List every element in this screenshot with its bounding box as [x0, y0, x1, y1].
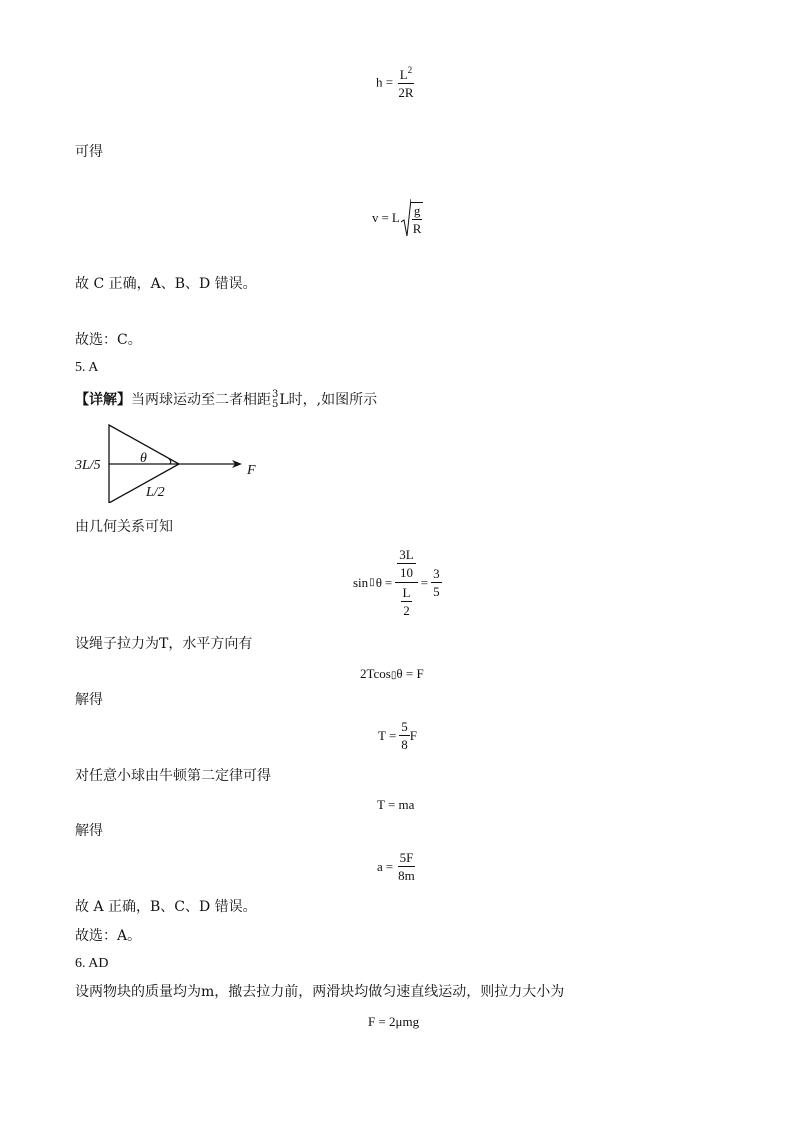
text-kede-1: 可得	[75, 144, 103, 160]
equation-a	[377, 851, 417, 882]
eq-cos-text: 2Tcos	[360, 666, 391, 681]
eq-sin-top	[395, 548, 417, 583]
text-solve-2: 解得	[75, 823, 103, 839]
eq-sin-op2: =	[420, 574, 429, 590]
text-answer-a: 故选：A。	[75, 928, 142, 944]
eq-sin-outer-den: 2	[403, 603, 410, 618]
detail-text-before: 当两球运动至二者相距	[131, 392, 271, 408]
eq-sin-theta: θ	[375, 574, 382, 590]
eq-T-op: =	[388, 727, 397, 743]
eq-a-den: 8m	[398, 868, 415, 883]
eq-cos-rest: θ = F	[396, 666, 424, 681]
detail-frac-den: 5	[272, 399, 279, 410]
equation-h	[376, 65, 416, 100]
sqrt-sign-icon	[401, 198, 411, 238]
figure-label-left: 3L/5	[75, 458, 101, 473]
eq-sin-res-num: 3	[433, 566, 440, 581]
question-5-detail	[75, 390, 377, 410]
eq-v-lhs: v	[372, 210, 379, 225]
eq-sin-bottom	[399, 583, 415, 617]
eq-h-fraction	[396, 65, 415, 100]
text-conclusion-c: 故 C 正确，A、B、D 错误。	[75, 276, 257, 292]
eq-T-den: 8	[401, 737, 408, 752]
detail-tag: 【详解】	[75, 392, 131, 408]
text-newton: 对任意小球由牛顿第二定律可得	[75, 768, 271, 784]
equation-ma: T = ma	[377, 797, 415, 812]
eq-sin-op: =	[384, 574, 393, 590]
eq-cos-glyph: ▯	[390, 670, 397, 681]
equation-sin	[353, 548, 442, 617]
detail-text-after: L时，,如图所示	[279, 392, 378, 408]
eq-v-fraction	[411, 202, 424, 235]
eq-sin-result	[431, 567, 442, 598]
detail-frac-num: 3	[272, 389, 279, 400]
eq-T-num: 5	[401, 719, 408, 734]
eq-h-den: 2R	[398, 85, 414, 100]
eq-h-lhs: h	[376, 74, 383, 90]
eq-h-num-base: L	[399, 67, 408, 82]
equation-v	[372, 198, 423, 238]
figure-label-bottom: L/2	[146, 485, 165, 500]
eq-sin-inner-num: 3L	[399, 547, 414, 562]
triangle-figure	[72, 423, 272, 503]
text-conclusion-a: 故 A 正确，B、C、D 错误。	[75, 899, 257, 915]
eq-v-coef: L	[391, 210, 400, 225]
equation-T	[378, 720, 417, 751]
figure-label-force: F	[247, 463, 256, 478]
text-answer-c: 故选：C。	[75, 332, 142, 348]
text-solve-1: 解得	[75, 692, 103, 708]
eq-sin-complex-fraction	[395, 548, 417, 617]
eq-sin-inner-den: 10	[399, 565, 413, 580]
text-geometry: 由几何关系可知	[75, 519, 173, 535]
eq-sin-lhs: sin	[353, 574, 369, 590]
eq-v-num: g	[413, 202, 421, 218]
eq-T-tail: F	[409, 727, 418, 743]
eq-v-op: =	[381, 210, 389, 225]
eq-h-num-exp: 2	[407, 65, 413, 75]
eq-a-fraction	[396, 851, 417, 882]
eq-a-op: =	[385, 858, 394, 874]
eq-v-den: R	[412, 220, 422, 236]
eq-a-lhs: a	[377, 858, 383, 874]
figure-label-angle: θ	[140, 451, 147, 466]
eq-T-fraction	[399, 720, 410, 751]
question-6-label: 6. AD	[75, 956, 109, 971]
eq-T-lhs: T	[378, 727, 386, 743]
eq-sin-outer-num: L	[402, 585, 411, 600]
text-tension: 设绳子拉力为T，水平方向有	[75, 636, 253, 652]
eq-h-op: =	[385, 74, 394, 90]
eq-a-num: 5F	[399, 850, 414, 865]
equation-F: F = 2μmg	[368, 1014, 420, 1029]
eq-sin-glyph: ▯	[369, 577, 375, 588]
text-q6: 设两物块的质量均为m，撤去拉力前，两滑块均做匀速直线运动，则拉力大小为	[75, 984, 565, 1000]
equation-cos	[360, 666, 424, 682]
detail-fraction	[272, 390, 278, 410]
question-5-label: 5. A	[75, 360, 99, 375]
eq-sin-res-den: 5	[433, 584, 440, 599]
